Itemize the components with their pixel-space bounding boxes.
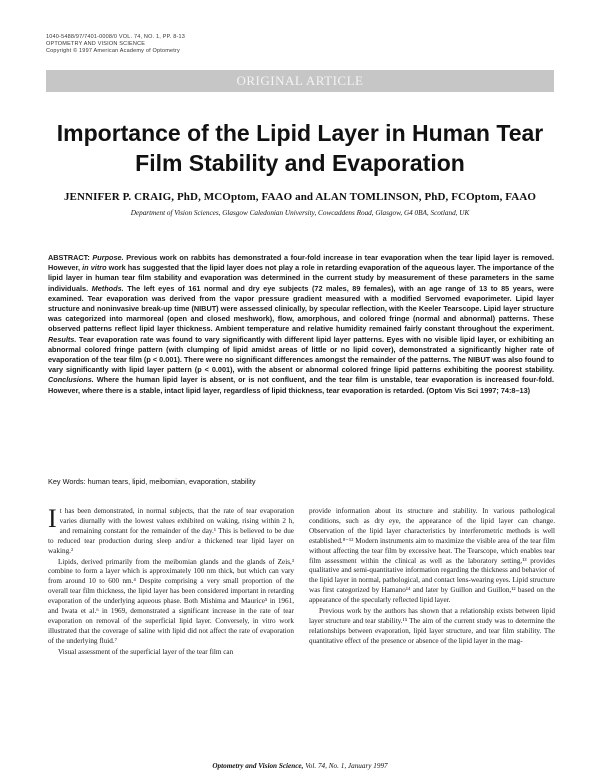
footer-issue: Vol. 74, No. 1, January 1997 [305,762,388,770]
methods-label: Methods. [91,283,124,293]
journal-header-meta [46,34,185,55]
purpose-text: Previous work on rabbits has demonstrated a four-fold increase in tear evaporation when the tear lipid layer is removed. However, [48,253,554,273]
body-paragraph: provide information about its structure and stability. In various pathological conditions, such as dry eye, the appearance of the lipid layer can change. Observation of the lipid layer characteristics by interferometric methods is well established.⁸⁻¹² Modern instruments aim to maximize the visible area of the tear film without affecting the tear film by excessive heat. The Tearscope, which enables tear film assessment within the clinical as well as the laboratory setting,¹³ provides qualitative and semi-quantitative information regarding the thickness and behavior of the lipid layer in normal, pathological, and contact lens-wearing eyes. Lipid structure was first categorized by Hamano¹⁴ and later by Guillon and Guillon,¹² based on the appearance of the specularly reflected lipid layer. [309,507,555,605]
body-column-left [48,504,294,659]
header-meta-line2: OPTOMETRY AND VISION SCIENCE [46,41,146,47]
paragraph-text: t has been demonstrated, in normal subjects, that the rate of tear evaporation varies diurnally with the lowest values exhibited on waking, rising within 2 h, and remaining constant for the remainder of the day.¹ This is believed to be due to reduced tear production during sleep and/or a thickened tear lipid layer on waking.² [48,507,294,555]
header-meta-line1: 1040-5488/97/7401-0008/0 VOL. 74, NO. 1, PP. 8-13 [46,34,186,40]
drop-cap: I [48,504,57,533]
author-list: JENNIFER P. CRAIG, PhD, MCOptom, FAAO and ALAN TOMLINSON, PhD, FCOptom, FAAO [63,191,537,203]
body-paragraph: Lipids, derived primarily from the meibomian glands and the glands of Zeis,³ combine to form a layer which is approximately 100 nm thick, but which can vary from around 10 to 600 nm.⁴ Despite comprising a very small proportion of the overall tear film thickness, the lipid layer has been considered important in retarding evaporation of the underlying aqueous phase. Both Mishima and Maurice⁵ in 1961, and Iwata et al.⁶ in 1969, demonstrated a significant increase in the rate of tear evaporation on removal of the superficial lipid layer. Conversely, in vitro work illustrated that the coverage of saline with lipid did not affect the rate of evaporation of the underlying fluid.⁷ [48,557,294,645]
article-title [40,118,560,178]
footer-journal: Optometry and Vision Science, [212,762,304,770]
purpose-label: Purpose. [92,253,124,262]
body-paragraph: Previous work by the authors has shown that a relationship exists between lipid layer structure and tear stability.¹⁵ The aim of the current study was to determine the relationships between evaporation, lipid layer structure, and tear film stability. The quantitative effect of the presence or absence of the lipid layer in the mag- [309,607,555,645]
in-vitro-term: in vitro [82,263,107,273]
article-type-label: ORIGINAL ARTICLE [236,73,364,88]
author-affiliation: Department of Vision Sciences, Glasgow Caledonian University, Cowcaddens Road, Glasgow, G4 0BA, Scotland, UK [130,209,470,217]
methods-text: The left eyes of 161 normal and dry eye subjects (72 males, 89 females), with an age range of 13 to 85 years, were examined. Tear evaporation was derived from the vapor pressure gradient measured with a modified Servomed evaporimeter. Lipid layer structure and noninvasive break-up time (NIBUT) were assessed clinically, by specular reflection, with the Keeler Tearscope. Lipid layer structure was categorized into marmoreal (open and closed meshwork), flow, amorphous, and colored fringe (normal and abnormal) patterns. These observed patterns reflect lipid layer thickness. Ambient temperature and relative humidity remained fairly constant throughout the experiment. [48,283,554,334]
body-paragraph [48,504,294,557]
conclusions-text: Where the human lipid layer is absent, or is not confluent, and the tear film is unstable, tear evaporation is increased four-fold. However, where there is a stable, intact lipid layer, regardless of lipid thickness, tear evaporation is retarded. (Optom Vis Sci 1997; 74:8–13) [48,375,554,395]
article-type-banner [46,70,554,92]
results-text: Tear evaporation rate was found to vary significantly with different lipid layer patterns. Eyes with no visible lipid layer, or exhibiting an abnormal colored fringe pattern (with clumping of lipid amidst areas of little or no lipid cover), demonstrated a significantly higher rate of evaporation of the tear film (p < 0.001). There were no significant differences amongst the remainder of the patterns. The NIBUT was also found to vary significantly with lipid layer pattern (p < 0.001), with the absent or abnormal colored fringe lipid patterns exhibiting the poorest stability. [48,334,554,375]
title-line-1: Importance of the Lipid Layer in Human Tear [56,120,544,146]
page-footer [40,762,560,770]
conclusions-label: Conclusions. [48,375,94,385]
abstract [48,253,554,396]
purpose-text-cont: work has suggested that the lipid layer does not play a role in retarding evaporation of the aqueous layer. The importance of the lipid layer in human tear film stability and evaporation was determined in the current study by measurement of these parameters in the same individuals. [48,263,554,293]
body-paragraph: Visual assessment of the superficial layer of the tear film can [58,647,234,656]
key-words: Key Words: human tears, lipid, meibomian, evaporation, stability [48,477,256,486]
results-label: Results. [48,334,77,344]
header-meta-line3: Copyright © 1997 American Academy of Optometry [46,48,181,54]
title-line-2: Film Stability and Evaporation [135,150,465,176]
abstract-label: ABSTRACT: [48,253,90,262]
body-column-right [309,507,555,648]
